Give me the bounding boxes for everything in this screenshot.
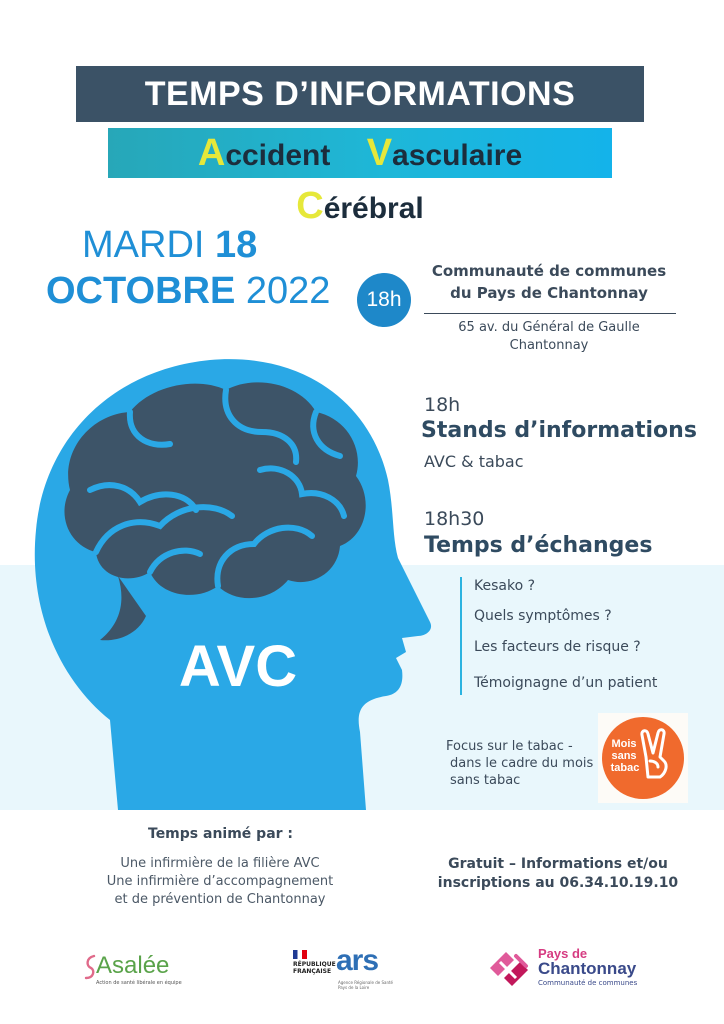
subtitle-word-accident: Accident <box>197 132 331 174</box>
ars-logo <box>332 944 394 992</box>
topic-item: Témoignagne d’un patient <box>474 675 658 691</box>
date-weekday: MARDI <box>82 224 205 266</box>
asalee-logo <box>84 954 194 990</box>
venue-line-1: Communauté de communes <box>431 262 667 280</box>
head-illustration <box>0 340 440 810</box>
date-year: 2022 <box>245 270 331 312</box>
venue-divider <box>424 313 676 314</box>
schedule-1-title: Stands d’informations <box>421 418 697 443</box>
date-line-2 <box>46 270 330 313</box>
subtitle-banner <box>108 128 612 227</box>
subtitle-word-vasculaire: Vasculaire <box>366 132 523 174</box>
chantonnay-line-2: Chantonnay <box>538 959 637 978</box>
focus-line-2: dans le cadre du mois <box>450 756 594 771</box>
chantonnay-line-3: Communauté de communes <box>538 979 638 987</box>
republique-line-1: RÉPUBLIQUE <box>293 961 336 968</box>
mois-sans-tabac-badge <box>602 717 684 799</box>
illustration-label: AVC <box>178 634 298 699</box>
ars-tagline: Agence Régionale de Santé Pays de la Loire <box>338 980 394 990</box>
focus-line-3: sans tabac <box>450 773 521 788</box>
focus-line-1: Focus sur le tabac - <box>446 739 573 754</box>
badge-graphic <box>602 717 684 799</box>
subtitle-word-cerebral: Cérébral <box>296 185 424 227</box>
title-banner <box>76 66 644 122</box>
schedule-1-subtitle: AVC & tabac <box>424 452 524 471</box>
animation-line-3: et de prévention de Chantonnay <box>114 892 326 907</box>
asalee-name: Asalée <box>96 952 170 979</box>
animation-title: Temps animé par : <box>148 826 294 842</box>
victory-hand-icon <box>642 730 666 777</box>
time-badge: 18h <box>357 273 411 327</box>
animation-line-2: Une infirmière d’accompagnement <box>106 874 334 889</box>
asalee-tagline: Action de santé libérale en équipe <box>96 980 182 986</box>
topics-rule <box>460 577 462 695</box>
date-line-1 <box>82 224 257 267</box>
date-month: OCTOBRE <box>46 270 236 312</box>
badge-word-2: sans <box>611 750 637 762</box>
topic-item: Les facteurs de risque ? <box>474 639 641 655</box>
ars-name: ars <box>336 944 379 977</box>
schedule-2-time: 18h30 <box>424 508 485 530</box>
date-day: 18 <box>215 224 258 266</box>
chantonnay-line-1: Pays de <box>538 946 588 961</box>
contact-line-1: Gratuit – Informations et/ou <box>448 856 668 872</box>
venue-address-2: Chantonnay <box>509 338 589 353</box>
topic-item: Quels symptômes ? <box>474 608 612 624</box>
pays-de-chantonnay-logo <box>486 944 656 994</box>
chantonnay-emblem-icon <box>486 948 532 990</box>
french-flag-icon <box>293 950 307 959</box>
contact-line-2: inscriptions au 06.34.10.19.10 <box>437 875 679 891</box>
topic-item: Kesako ? <box>474 578 536 594</box>
asalee-swoosh-icon <box>84 954 96 980</box>
venue-address-1: 65 av. du Général de Gaulle <box>458 320 640 335</box>
focus-text <box>446 738 593 789</box>
badge-word-1: Mois <box>611 738 637 750</box>
venue-line-2: du Pays de Chantonnay <box>450 284 648 302</box>
animation-line-1: Une infirmière de la filière AVC <box>120 856 320 871</box>
page-title: TEMPS D’INFORMATIONS <box>144 75 576 113</box>
badge-word-3: tabac <box>610 762 640 774</box>
schedule-2-title: Temps d’échanges <box>424 533 653 558</box>
schedule-1-time: 18h <box>424 394 461 416</box>
republique-line-2: FRANÇAISE <box>293 968 332 975</box>
